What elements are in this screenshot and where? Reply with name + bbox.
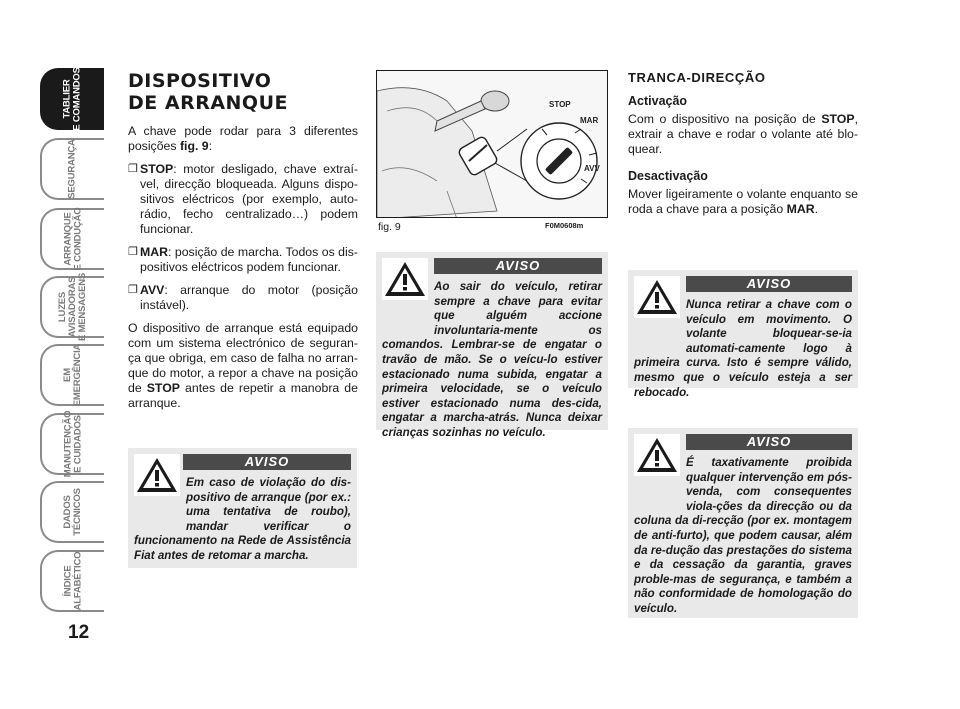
tab-label: LUZES AVISADORAS E MENSAGENS bbox=[57, 272, 89, 342]
tab-label: TABLIER E COMANDOS bbox=[62, 67, 84, 131]
checkbox-bullet-icon: ❐ bbox=[128, 246, 138, 258]
deactivation-heading: Desactivação bbox=[628, 169, 708, 183]
warning-text: Nunca retirar a chave com o veículo em movimento. O volante bloquear-se-ia automati-camente logo à primeira curva. Isto é sempre válido, mesmo que o veículo esteja a ser rebocado. bbox=[634, 298, 852, 399]
tab-label: MANUTENÇÃO E CUIDADOS bbox=[62, 410, 84, 478]
mar-label: MAR bbox=[580, 116, 599, 125]
figure-reference[interactable]: fig. 9 bbox=[179, 139, 209, 153]
tab-label: SEGURANÇA bbox=[67, 139, 78, 199]
warning-text: É taxativamente proibida qualquer intervenção em pós-venda, com consequentes viola-ções da direcção ou da coluna da di-recção (por ex. montagem de anti-furto), que podem causar, além da re-dução das prestações do sistema e da cessação da garantia, graves proble-mas de segurança, e também a não conformidade de homologação do veículo. bbox=[634, 456, 852, 615]
stop-label: STOP bbox=[549, 100, 571, 109]
tab-label: ÍNDICE ALFABÉTICO bbox=[61, 551, 83, 611]
warning-text: Ao sair do veículo, retirar sempre a chave para evitar que alguém accione involuntaria-mente os comandos. Lembrar-se de engatar o travão de mão. Se o veícu-lo estiver estacionado numa subida, engatar a primeira velocidade, se o veículo estiver estacionado numa des-cida, engatar a marcha-atrás. Nunca deixar crianças sozinhas no veículo. bbox=[382, 280, 602, 439]
warning-title: AVISO bbox=[686, 434, 852, 450]
warning-box-moving-vehicle bbox=[628, 270, 858, 399]
tab-em-emergencia[interactable] bbox=[40, 344, 104, 406]
tab-arranque-e-conducao[interactable] bbox=[40, 208, 104, 270]
page-number: 12 bbox=[68, 622, 90, 643]
warning-title: AVISO bbox=[183, 454, 351, 470]
column-dispositivo-de-arranque bbox=[128, 70, 358, 419]
list-item-mar: ❐ MAR: posição de marcha. Todos os dis-positivos eléctricos podem funcionar. bbox=[128, 245, 358, 274]
electronic-system-paragraph: O dispositivo de arranque está equipado com um sistema electrónico de seguran-ça que obriga, em caso de falha no arran-que do motor, a repor a chave na posição de STOP antes de repetir a manobra de arranque. bbox=[128, 321, 358, 410]
checkbox-bullet-icon: ❐ bbox=[128, 284, 138, 296]
checkbox-bullet-icon: ❐ bbox=[128, 163, 138, 175]
ignition-switch-figure bbox=[376, 70, 608, 218]
warning-box-aftermarket bbox=[628, 428, 858, 618]
tab-luzes-avisadoras[interactable] bbox=[40, 272, 104, 342]
avv-label: AVV bbox=[584, 164, 600, 173]
warning-box-leave-vehicle bbox=[376, 252, 608, 439]
figure-code: F0M0608m bbox=[545, 221, 584, 230]
tab-indice-alfabetico[interactable] bbox=[40, 550, 104, 612]
position-key: STOP bbox=[140, 162, 174, 176]
tab-seguranca[interactable] bbox=[40, 138, 104, 200]
column-tranca-direccao bbox=[628, 70, 858, 225]
warning-triangle-icon bbox=[134, 454, 180, 496]
tab-label: DADOS TÉCNICOS bbox=[62, 488, 83, 536]
warning-text: Em caso de violação do dis-positivo de arranque (por ex.: uma tentativa de roubo), mandar verificar o funcionamento na Rede de Assistência Fiat antes de retomar a marcha. bbox=[134, 476, 351, 562]
warning-triangle-icon bbox=[634, 434, 680, 476]
warning-triangle-icon bbox=[382, 258, 428, 300]
list-item-stop: ❐ STOP: motor desligado, chave extraí-vel, direcção bloqueada. Alguns dispo-sitivos eléctricos (por exemplo, auto-rádio, fecho centralizado…) podem funcionar. bbox=[128, 162, 358, 236]
warning-box-violation bbox=[128, 448, 357, 568]
deactivation-paragraph: Mover ligeiramente o volante enquanto se roda a chave para a posição MAR. bbox=[628, 187, 858, 216]
intro-paragraph: A chave pode rodar para 3 diferentes posições fig. 9: bbox=[128, 124, 358, 153]
tab-tablier-e-comandos[interactable] bbox=[40, 68, 104, 130]
warning-title: AVISO bbox=[434, 258, 602, 274]
tab-manutencao-e-cuidados[interactable] bbox=[40, 410, 104, 478]
warning-title: AVISO bbox=[686, 276, 852, 292]
tab-label: ARRANQUE E CONDUÇÃO bbox=[62, 207, 84, 271]
position-key: AVV bbox=[140, 283, 165, 297]
list-item-avv: ❐ AVV: arranque do motor (posição instável). bbox=[128, 283, 358, 312]
tab-label: EM EMERGÊNCIA bbox=[62, 343, 83, 407]
section-title: DISPOSITIVO DE ARRANQUE bbox=[128, 70, 288, 114]
activation-paragraph: Com o dispositivo na posição de STOP, extrair a chave e rodar o volante até blo-quear. bbox=[628, 112, 858, 156]
warning-triangle-icon bbox=[634, 276, 680, 318]
subsection-title: TRANCA-DIRECÇÃO bbox=[628, 70, 766, 85]
activation-heading: Activação bbox=[628, 94, 688, 108]
position-key: MAR bbox=[140, 245, 169, 259]
figure-caption: fig. 9 bbox=[378, 221, 401, 233]
ignition-illustration bbox=[377, 71, 608, 218]
tab-dados-tecnicos[interactable] bbox=[40, 481, 104, 543]
